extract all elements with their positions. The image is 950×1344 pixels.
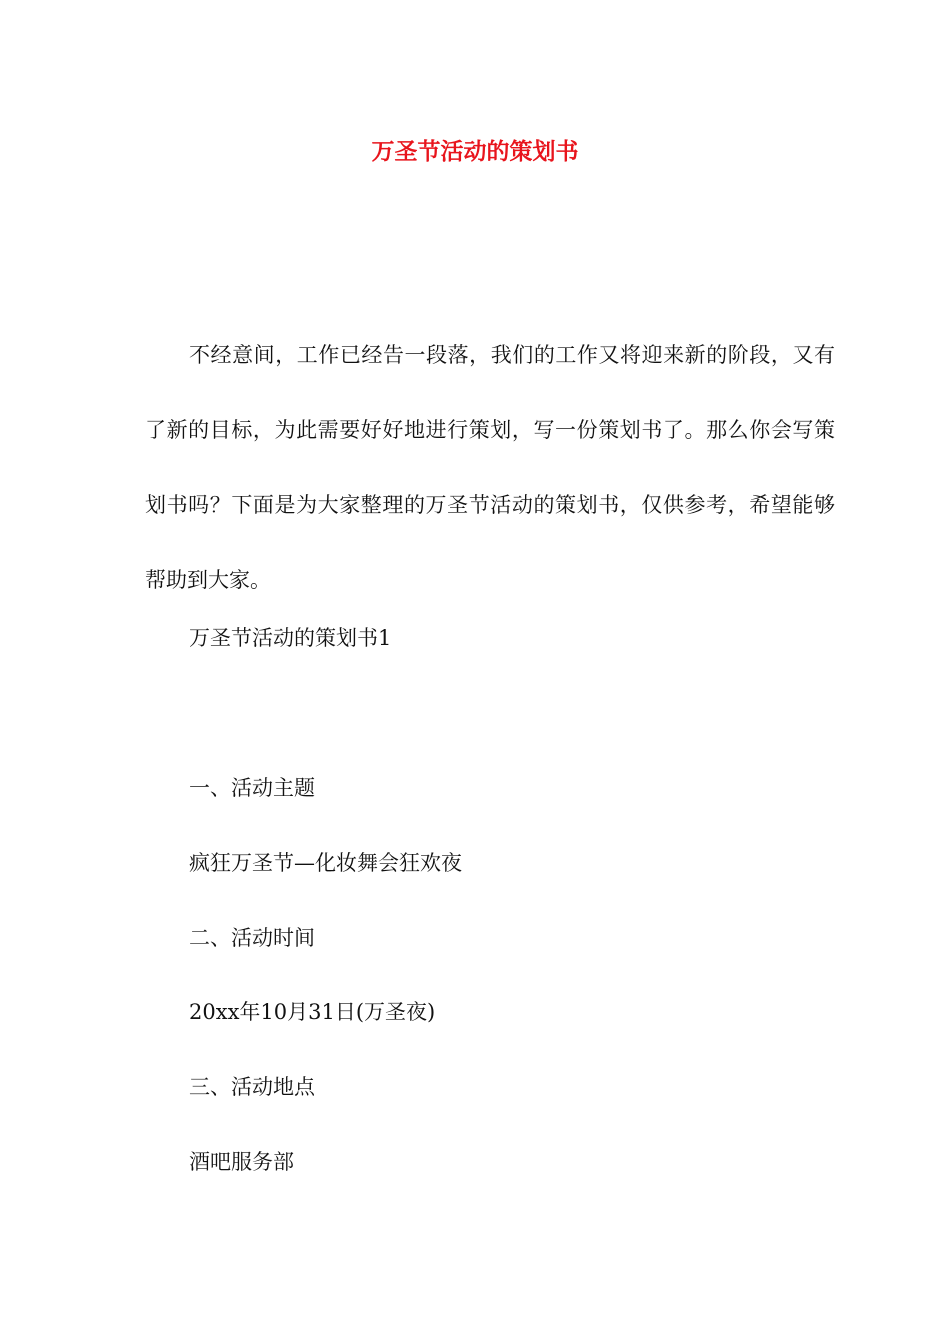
item-time-value: 20xx年10月31日(万圣夜) — [189, 1000, 436, 1024]
item-time-heading: 二、活动时间 — [189, 926, 315, 950]
document-title: 万圣节活动的策划书 — [371, 138, 579, 165]
item-theme-heading: 一、活动主题 — [189, 776, 315, 800]
section-heading: 万圣节活动的策划书1 — [189, 626, 392, 650]
item-theme-value: 疯狂万圣节—化妆舞会狂欢夜 — [189, 851, 462, 875]
intro-paragraph: 不经意间，工作已经告一段落，我们的工作又将迎来新的阶段，又有了新的目标，为此需要好好地进行策划，写一份策划书了。那么你会写策划书吗？下面是为大家整理的万圣节活动的策划书，仅供参考，希望能够帮助到大家。 — [145, 343, 835, 592]
item-location-heading: 三、活动地点 — [189, 1075, 315, 1099]
item-location-value: 酒吧服务部 — [189, 1150, 294, 1174]
